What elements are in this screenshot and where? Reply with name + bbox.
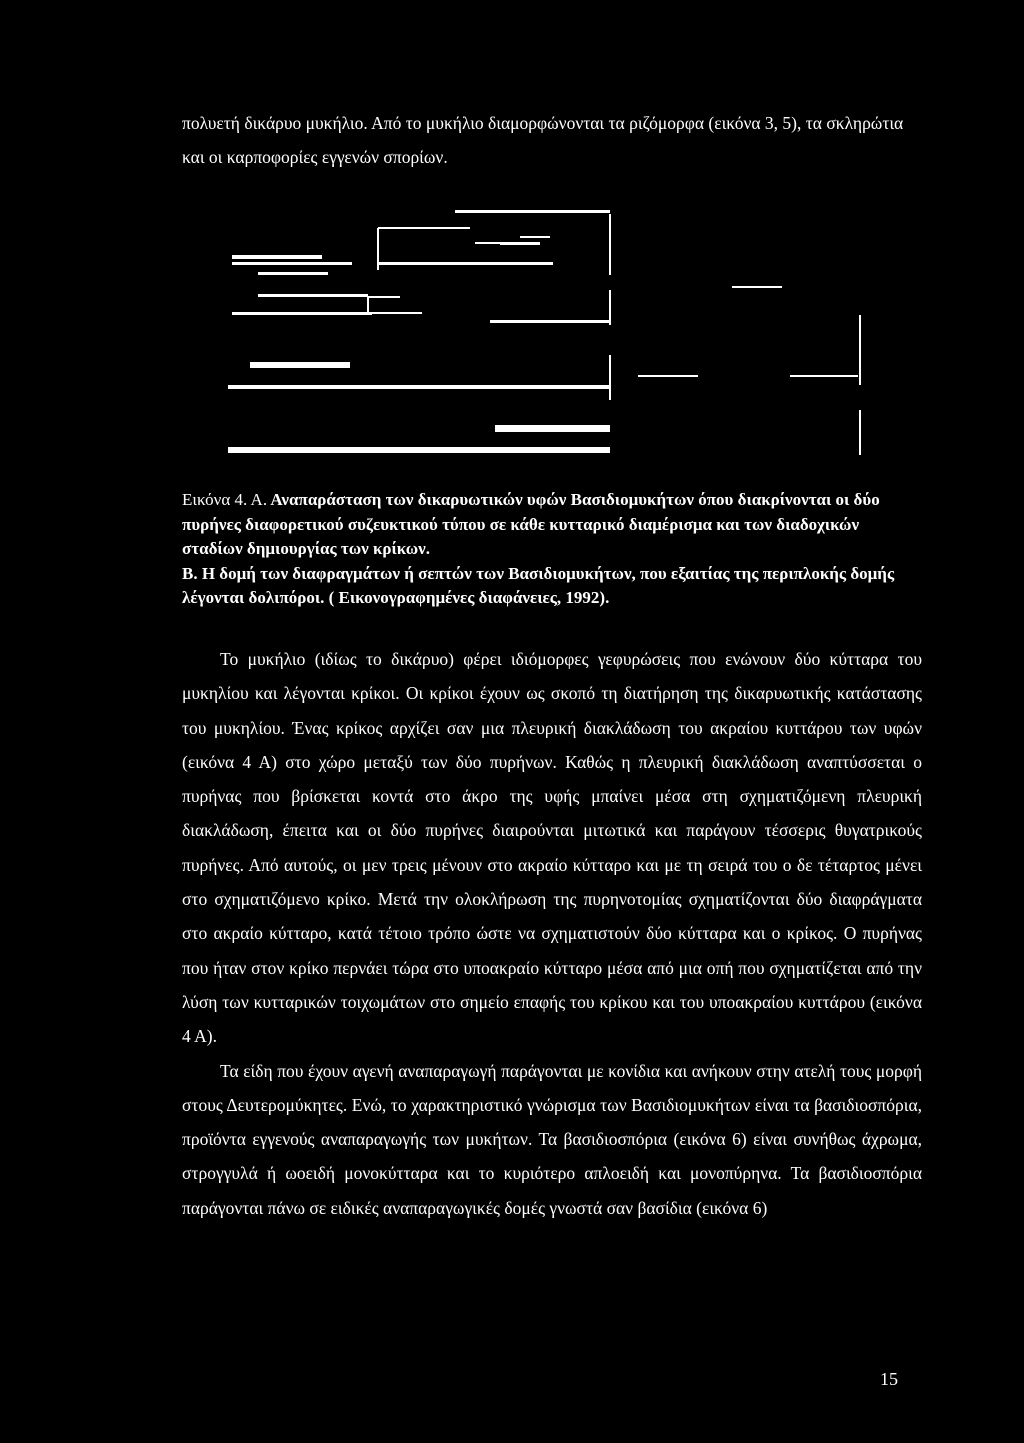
- figure-caption: [182, 488, 922, 611]
- hypha-band: [520, 236, 550, 238]
- paragraph: Το μυκήλιο (ιδίως το δικάρυο) φέρει ιδιόμορφες γεφυρώσεις που ενώνουν δύο κύτταρα του μυκηλίου και λέγονται κρίκοι. Οι κρίκοι έχουν ως σκοπό τη διατήρηση της δικαρυωτικής κατάστασης του μυκηλίου. Ένας κρίκος αρχίζει σαν μια πλευρική διακλάδωση του ακραίου κυττάρου των υφών (εικόνα 4 Α) στο χώρο μεταξύ των δύο πυρήνων. Καθώς η πλευρική διακλάδωση αναπτύσσεται ο πυρήνας που βρίσκεται κοντά στο άκρο της υφής μπαίνει μέσα στη σχηματιζόμενη πλευρική διακλάδωση, έπειτα και οι δύο πυρήνες διαιρούνται μιτωτικά και παράγουν τέσσερις θυγατρικούς πυρήνες. Από αυτούς, οι μεν τρεις μένουν στο ακραίο κύτταρο και με τη σειρά του ο δε τέταρτος μένει στο σχηματιζόμενο κρίκο. Μετά την ολοκλήρωση της πυρηνοτομίας σχηματίζονται δύο διαφράγματα στο ακραίο κύτταρο, κατά τέτοιο τρόπο ώστε να σχηματιστούν δύο κύτταρα και ο κρίκος. Ο πυρήνας που ήταν στον κρίκο περνάει τώρα στο υποακραίο κύτταρο μέσα από μια οπή που σχηματίζεται από την λύση των κυτταρικών τοιχωμάτων στο σημείο επαφής του κρίκου και του υποακραίου κυττάρου (εικόνα 4 Α).: [182, 649, 922, 1047]
- hypha-band: [258, 294, 368, 297]
- hypha-band: [250, 362, 350, 368]
- hypha-band: [490, 320, 610, 323]
- hypha-band: [495, 425, 610, 432]
- septum-wall: [790, 375, 858, 377]
- body-text: [182, 642, 922, 1225]
- septum-wall: [638, 375, 698, 377]
- hypha-band: [232, 312, 372, 315]
- hypha-band: [228, 385, 610, 389]
- hypha-band: [228, 447, 610, 453]
- caption-part-b: Β. Η δομή των διαφραγμάτων ή σεπτών των Βασιδιομυκήτων, που εξαιτίας της περιπλοκής δομής λέγονται δολιπόροι. ( Εικονογραφημένες διαφάνειες, 1992).: [182, 563, 895, 607]
- septum-wall: [732, 286, 782, 288]
- hypha-band: [232, 262, 352, 265]
- hypha-band: [378, 262, 553, 265]
- caption-part-a: Αναπαράσταση των δικαρυωτικών υφών Βασιδιομυκήτων όπου διακρίνονται οι δύο πυρήνες διαφορετικού συζευκτικού τύπου σε κάθε κυτταρικό διαμέρισμα και των διαδοχικών σταδίων δημιουργίας των κρίκων.: [182, 490, 880, 558]
- hypha-band: [372, 312, 422, 314]
- hypha-band: [258, 272, 328, 275]
- paragraph: Τα είδη που έχουν αγενή αναπαραγωγή παράγονται με κονίδια και ανήκουν στην ατελή τους μορφή στους Δευτερομύκητες. Ενώ, το χαρακτηριστικό γνώρισμα των Βασιδιομυκήτων είναι τα βασιδιοσπόρια, προϊόντα εγγενούς αναπαραγωγής των μυκήτων. Τα βασιδιοσπόρια (εικόνα 6) είναι συνήθως άχρωμα, στρογγυλά ή ωοειδή μονοκύτταρα και το κυριότερο απλοειδή και μονοπύρηνα. Τα βασιδιοσπόρια παράγονται πάνω σε ειδικές αναπαραγωγικές δομές γνωστά σαν βασίδια (εικόνα 6): [182, 1060, 922, 1218]
- page-number: 15: [880, 1369, 898, 1389]
- caption-lead: Εικόνα 4. Α.: [182, 490, 268, 509]
- hypha-band: [500, 242, 540, 245]
- intro-paragraph: πολυετή δικάρυο μυκήλιο. Από το μυκήλιο διαμορφώνονται τα ριζόμορφα (εικόνα 3, 5), τα σκληρώτια και οι καρποφορίες εγγενών σπορίων.: [182, 113, 904, 167]
- hypha-band: [475, 242, 500, 244]
- hypha-band: [455, 210, 610, 213]
- hypha-band: [232, 255, 322, 259]
